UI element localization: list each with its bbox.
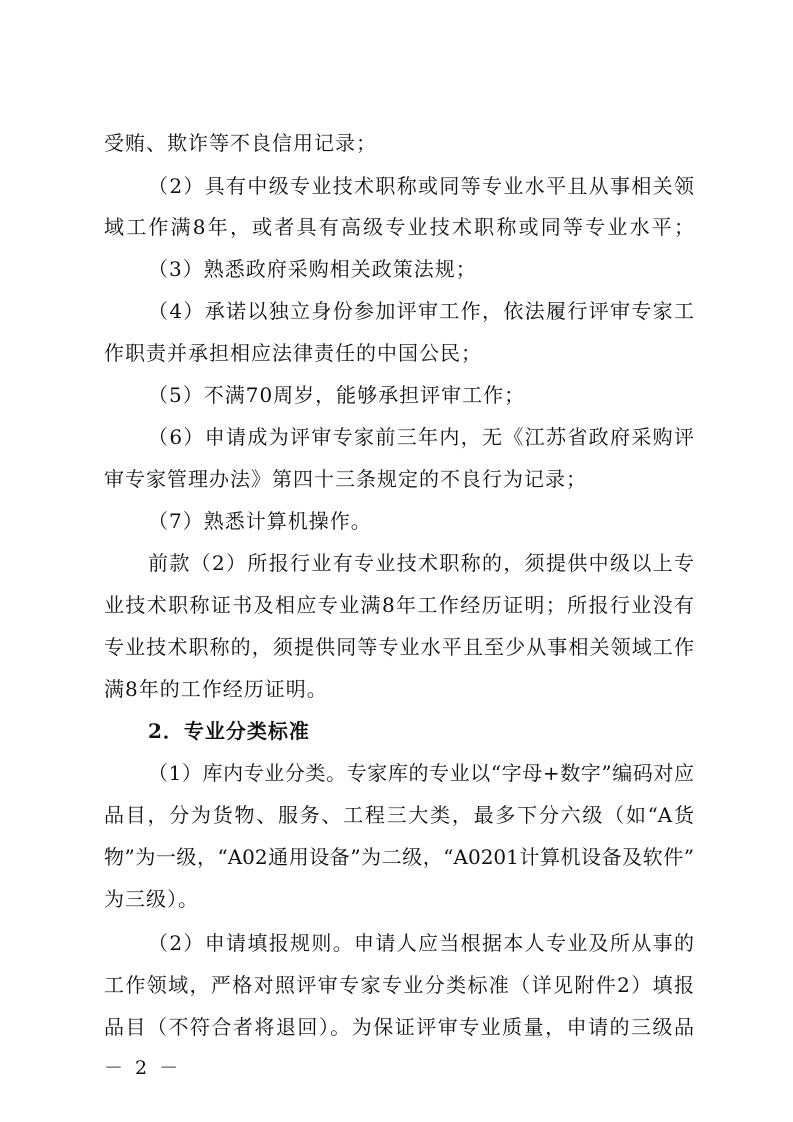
text-line: 域工作满8年，或者具有高级专业技术职称或同等专业水平； <box>104 215 694 239</box>
text-line: 前款（2）所报行业有专业技术职称的，须提供中级以上专 <box>148 551 694 575</box>
text-line: 专业技术职称的，须提供同等专业水平且至少从事相关领域工作 <box>104 635 694 659</box>
text-line: （3）熟悉政府采购相关政策法规； <box>148 257 477 281</box>
text-line: 为三级）。 <box>104 887 199 911</box>
text-line: 满8年的工作经历证明。 <box>104 677 328 701</box>
text-line: （7）熟悉计算机操作。 <box>148 509 372 533</box>
text-line: 审专家管理办法》第四十三条规定的不良行为记录； <box>104 467 587 491</box>
text-line: 品目（不符合者将退回）。为保证评审专业质量，申请的三级品 <box>104 1015 694 1039</box>
text-line: 业技术职称证书及相应专业满8年工作经历证明；所报行业没有 <box>104 593 694 617</box>
text-line: 物”为一级，“A02通用设备”为二级，“A0201计算机设备及软件” <box>104 845 694 869</box>
text-line: （6）申请成为评审专家前三年内，无《江苏省政府采购评 <box>148 425 694 449</box>
page-number: － 2 － <box>104 1057 182 1079</box>
text-line: （1）库内专业分类。专家库的专业以“字母+数字”编码对应 <box>148 761 694 785</box>
text-line: 品目，分为货物、服务、工程三大类，最多下分六级（如“A货 <box>104 803 694 827</box>
text-line: 作职责并承担相应法律责任的中国公民； <box>104 341 482 365</box>
section-heading: 2．专业分类标准 <box>148 719 310 743</box>
text-line: 受贿、欺诈等不良信用记录； <box>104 131 377 155</box>
text-line: 工作领域，严格对照评审专家专业分类标准（详见附件2）填报 <box>104 973 694 997</box>
text-line: （2）具有中级专业技术职称或同等专业水平且从事相关领 <box>148 174 694 198</box>
text-line: （5）不满70周岁，能够承担评审工作； <box>148 383 526 407</box>
text-line: （4）承诺以独立身份参加评审工作，依法履行评审专家工 <box>148 299 694 323</box>
text-line: （2）申请填报规则。申请人应当根据本人专业及所从事的 <box>148 931 694 955</box>
